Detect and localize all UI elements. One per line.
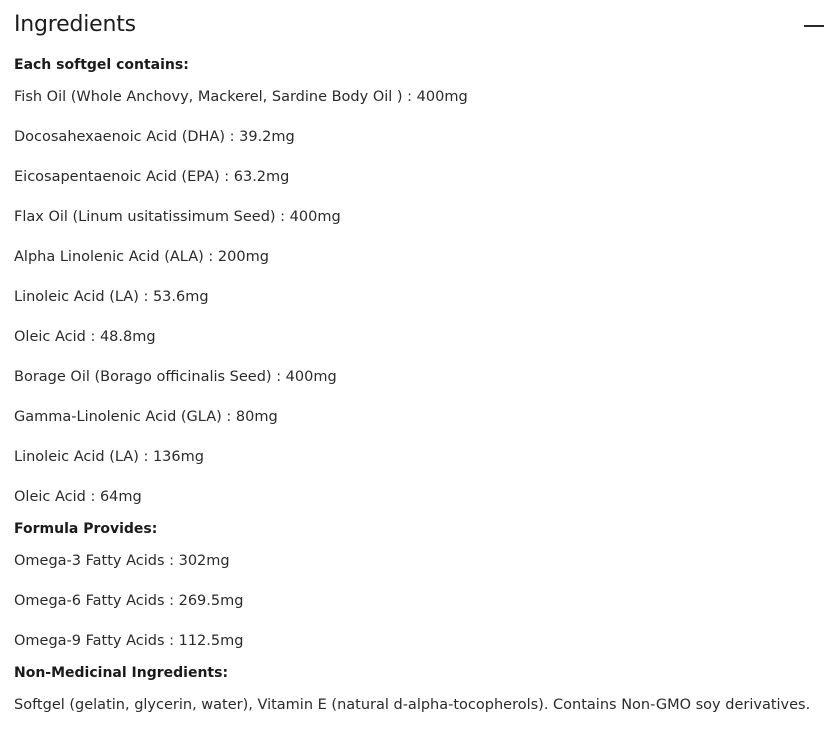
ingredient-item: Gamma-Linolenic Acid (GLA) : 80mg — [14, 409, 278, 425]
ingredient-item: Eicosapentaenoic Acid (EPA) : 63.2mg — [14, 169, 290, 185]
ingredient-item: Oleic Acid : 48.8mg — [14, 329, 156, 345]
ingredient-item: Linoleic Acid (LA) : 53.6mg — [14, 289, 209, 305]
minus-icon[interactable] — [804, 13, 824, 39]
section-title: Ingredients — [14, 12, 136, 37]
formula-item: Omega-3 Fatty Acids : 302mg — [14, 553, 230, 569]
ingredient-item: Fish Oil (Whole Anchovy, Mackerel, Sardine Body Oil ) : 400mg — [14, 89, 468, 105]
ingredient-item: Oleic Acid : 64mg — [14, 489, 142, 505]
ingredient-item: Linoleic Acid (LA) : 136mg — [14, 449, 204, 465]
ingredient-item: Alpha Linolenic Acid (ALA) : 200mg — [14, 249, 269, 265]
ingredient-item: Borage Oil (Borago officinalis Seed) : 400mg — [14, 369, 337, 385]
formula-item: Omega-9 Fatty Acids : 112.5mg — [14, 633, 244, 649]
non-medicinal-text: Softgel (gelatin, glycerin, water), Vitamin E (natural d-alpha-tocopherols). Contains Non-GMO soy derivatives. — [14, 697, 811, 713]
softgel-heading: Each softgel contains: — [14, 57, 189, 73]
formula-item: Omega-6 Fatty Acids : 269.5mg — [14, 593, 244, 609]
ingredient-item: Flax Oil (Linum usitatissimum Seed) : 400mg — [14, 209, 341, 225]
ingredients-content — [14, 54, 814, 716]
minus-icon-bar — [804, 25, 824, 27]
non-medicinal-heading: Non-Medicinal Ingredients: — [14, 665, 229, 681]
formula-heading: Formula Provides: — [14, 521, 158, 537]
ingredients-header[interactable] — [14, 10, 824, 42]
ingredient-item: Docosahexaenoic Acid (DHA) : 39.2mg — [14, 129, 295, 145]
